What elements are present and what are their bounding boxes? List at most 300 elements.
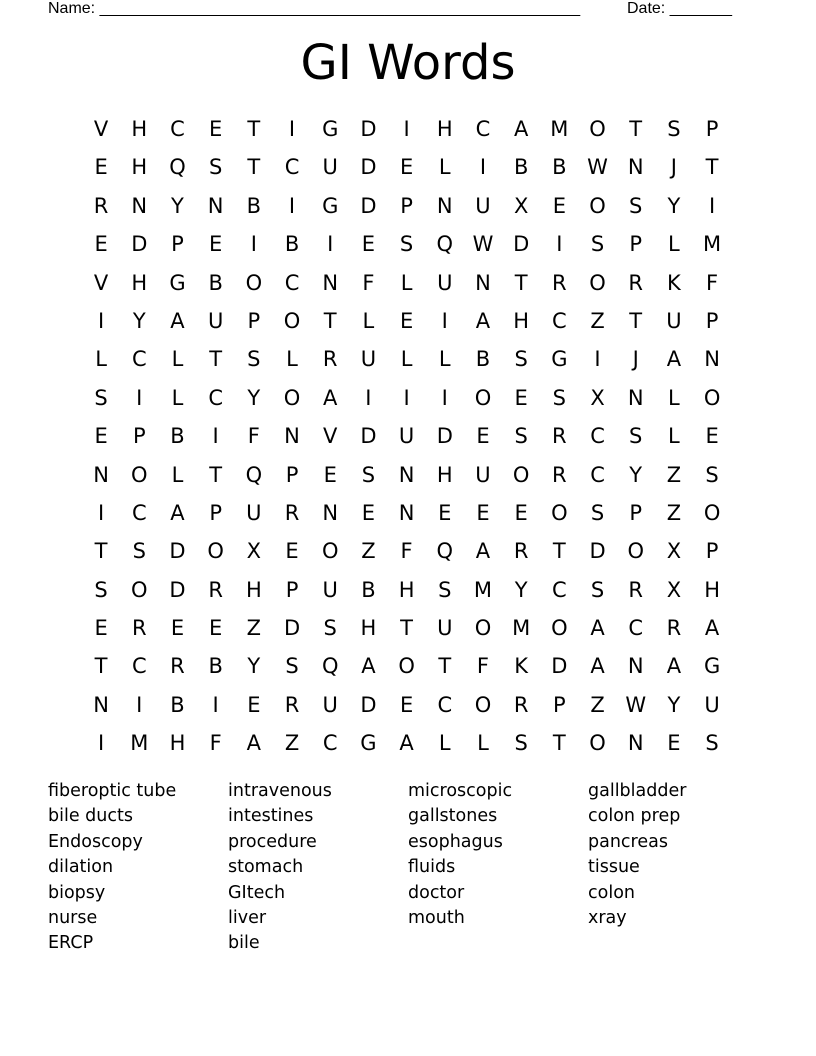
grid-letter: G: [360, 731, 377, 756]
grid-row: [82, 110, 732, 148]
grid-letter: C: [628, 616, 644, 641]
grid-letter: W: [625, 692, 647, 717]
grid-letter: T: [323, 308, 337, 333]
grid-letter: U: [246, 500, 262, 525]
grid-letter: S: [590, 232, 605, 257]
grid-letter: H: [436, 462, 453, 487]
grid-letter: E: [399, 308, 414, 333]
word-list-item: procedure: [228, 831, 317, 852]
grid-letter: D: [436, 424, 453, 449]
grid-letter: P: [629, 232, 643, 257]
name-field-label: Name: ______________________________________________________: [48, 0, 581, 17]
grid-letter: R: [552, 462, 567, 487]
grid-letter: E: [399, 692, 414, 717]
grid-letter: O: [551, 500, 568, 525]
grid-letter: A: [246, 731, 262, 756]
grid-letter: U: [322, 577, 338, 602]
grid-letter: E: [361, 232, 376, 257]
grid-row: [82, 456, 732, 494]
grid-letter: O: [207, 539, 224, 564]
grid-letter: P: [629, 500, 643, 525]
grid-letter: I: [212, 692, 219, 717]
grid-letter: H: [513, 308, 530, 333]
grid-letter: G: [169, 270, 186, 295]
grid-letter: B: [246, 193, 262, 218]
grid-letter: W: [587, 155, 608, 180]
grid-letter: S: [438, 577, 452, 602]
grid-letter: E: [209, 616, 223, 641]
grid-letter: C: [552, 577, 567, 602]
grid-letter: D: [169, 577, 186, 602]
grid-letter: B: [552, 155, 567, 180]
grid-letter: L: [171, 347, 184, 372]
grid-letter: S: [361, 462, 376, 487]
date-field-label: Date: _______: [627, 0, 732, 17]
word-list-item: colon: [588, 882, 635, 903]
word-list-item: liver: [228, 908, 267, 929]
grid-letter: Y: [171, 193, 184, 218]
grid-letter: T: [94, 654, 108, 679]
grid-letter: E: [323, 462, 337, 487]
grid-letter: N: [322, 500, 339, 525]
grid-letter: L: [400, 347, 413, 372]
grid-letter: N: [93, 692, 109, 717]
grid-letter: S: [94, 385, 108, 410]
grid-letter: X: [666, 577, 682, 602]
grid-letter: Z: [666, 462, 682, 487]
grid-letter: G: [322, 117, 339, 141]
grid-letter: O: [474, 616, 492, 641]
grid-letter: R: [628, 577, 644, 602]
grid-letter: T: [629, 308, 643, 333]
grid-row: [82, 724, 732, 762]
grid-letter: S: [667, 117, 681, 141]
grid-letter: R: [628, 270, 644, 295]
grid-letter: G: [703, 654, 721, 679]
grid-letter: T: [209, 347, 223, 372]
grid-letter: H: [398, 577, 415, 602]
grid-letter: C: [131, 347, 147, 372]
grid-letter: T: [552, 539, 566, 564]
grid-letter: K: [667, 270, 681, 295]
grid-letter: Q: [245, 462, 263, 487]
word-list-item: fluids: [408, 857, 456, 878]
grid-letter: U: [704, 692, 720, 717]
grid-letter: E: [476, 500, 490, 525]
grid-letter: H: [704, 577, 720, 602]
grid-row: [82, 647, 732, 685]
grid-letter: S: [514, 731, 528, 756]
grid-row: [82, 148, 732, 186]
grid-letter: D: [360, 155, 377, 180]
grid-letter: Y: [132, 308, 146, 333]
grid-letter: I: [327, 232, 334, 257]
grid-letter: J: [670, 155, 677, 180]
grid-letter: U: [207, 308, 224, 333]
grid-letter: N: [627, 385, 644, 410]
grid-letter: I: [403, 385, 410, 410]
grid-letter: L: [668, 424, 680, 449]
grid-letter: S: [590, 577, 605, 602]
grid-letter: P: [705, 308, 719, 333]
grid-letter: C: [284, 270, 300, 295]
grid-letter: H: [360, 616, 377, 641]
grid-letter: O: [512, 462, 530, 487]
grid-letter: M: [512, 616, 531, 641]
grid-letter: U: [360, 347, 377, 372]
grid-row: [82, 532, 732, 570]
grid-letter: U: [475, 462, 491, 487]
word-list-item: bile: [228, 933, 260, 954]
grid-letter: X: [666, 539, 682, 564]
grid-letter: F: [476, 654, 490, 679]
grid-letter: E: [476, 424, 490, 449]
word-list-item: xray: [588, 908, 627, 929]
grid-letter: P: [171, 232, 184, 257]
grid-letter: B: [170, 692, 185, 717]
word-list-column: [48, 779, 228, 957]
grid-letter: R: [513, 692, 529, 717]
grid-letter: V: [93, 117, 109, 141]
grid-letter: F: [706, 270, 719, 295]
grid-letter: D: [360, 117, 377, 141]
word-list-column: [408, 779, 588, 957]
grid-letter: F: [247, 424, 260, 449]
grid-letter: I: [479, 155, 487, 180]
grid-letter: I: [97, 308, 105, 333]
grid-letter: T: [400, 616, 413, 641]
grid-letter: N: [627, 654, 644, 679]
grid-row: [82, 494, 732, 532]
grid-letter: A: [666, 347, 682, 372]
grid-letter: C: [208, 385, 223, 410]
grid-letter: Y: [667, 692, 681, 717]
grid-letter: S: [323, 616, 337, 641]
word-list-item: bile ducts: [48, 806, 133, 827]
grid-letter: D: [131, 232, 148, 257]
grid-letter: E: [438, 500, 452, 525]
grid-letter: D: [169, 539, 186, 564]
word-list-item: microscopic: [408, 781, 513, 801]
grid-letter: N: [436, 193, 453, 218]
grid-letter: N: [131, 193, 148, 218]
grid-letter: U: [475, 193, 491, 218]
grid-letter: O: [589, 731, 606, 756]
grid-letter: J: [632, 347, 639, 372]
grid-letter: B: [361, 577, 376, 602]
grid-letter: S: [132, 539, 146, 564]
grid-letter: R: [131, 616, 147, 641]
grid-letter: A: [399, 731, 414, 756]
grid-letter: T: [94, 539, 108, 564]
grid-letter: S: [247, 347, 261, 372]
word-list-item: colon prep: [588, 806, 681, 827]
word-list-item: gallstones: [408, 806, 498, 827]
grid-letter: R: [552, 424, 567, 449]
grid-letter: D: [551, 654, 568, 679]
grid-letter: L: [400, 270, 413, 295]
grid-letter: V: [323, 424, 338, 449]
grid-letter: C: [437, 692, 453, 717]
grid-row: [82, 571, 732, 609]
grid-letter: C: [590, 424, 605, 449]
grid-letter: A: [666, 654, 682, 679]
grid-letter: I: [212, 424, 219, 449]
word-list-item: mouth: [408, 908, 465, 929]
grid-letter: P: [247, 308, 261, 333]
grid-letter: E: [94, 616, 108, 641]
grid-letter: N: [704, 347, 720, 372]
grid-letter: O: [283, 308, 301, 333]
word-list-item: nurse: [48, 908, 98, 929]
grid-letter: P: [285, 577, 299, 602]
grid-letter: R: [284, 692, 300, 717]
word-list-item: pancreas: [588, 831, 668, 852]
grid-letter: M: [550, 117, 569, 141]
grid-letter: Q: [436, 539, 454, 564]
grid-letter: Y: [667, 193, 681, 218]
grid-letter: F: [400, 539, 413, 564]
grid-letter: N: [475, 270, 491, 295]
grid-letter: R: [284, 500, 300, 525]
grid-letter: A: [323, 385, 338, 410]
grid-letter: A: [513, 117, 529, 141]
grid-letter: T: [552, 731, 566, 756]
grid-letter: Y: [514, 577, 528, 602]
grid-letter: Z: [666, 500, 682, 525]
grid-letter: A: [170, 308, 185, 333]
grid-letter: E: [552, 193, 566, 218]
grid-letter: D: [360, 692, 377, 717]
grid-letter: R: [170, 654, 185, 679]
grid-letter: O: [703, 385, 721, 410]
grid-letter: R: [513, 539, 529, 564]
grid-letter: E: [667, 731, 681, 756]
grid-letter: H: [131, 155, 148, 180]
grid-letter: P: [400, 193, 413, 218]
grid-letter: H: [436, 117, 453, 141]
grid-letter: M: [130, 731, 149, 756]
grid-letter: O: [474, 692, 492, 717]
grid-letter: N: [284, 424, 300, 449]
grid-letter: C: [131, 654, 147, 679]
word-list-column: [228, 779, 408, 957]
grid-letter: I: [97, 731, 105, 756]
grid-letter: B: [284, 232, 300, 257]
grid-letter: T: [629, 117, 643, 141]
grid-letter: Z: [590, 692, 605, 717]
grid-letter: I: [136, 385, 143, 410]
grid-letter: T: [247, 155, 261, 180]
grid-letter: P: [705, 117, 719, 141]
grid-letter: A: [475, 539, 491, 564]
grid-letter: S: [705, 731, 719, 756]
grid-letter: T: [247, 117, 261, 141]
grid-letter: E: [514, 500, 528, 525]
grid-letter: O: [474, 385, 492, 410]
grid-letter: B: [513, 155, 529, 180]
grid-letter: I: [556, 232, 563, 257]
word-list-item: biopsy: [48, 882, 106, 903]
grid-letter: A: [170, 500, 185, 525]
grid-letter: M: [473, 577, 493, 602]
grid-letter: L: [668, 385, 680, 410]
grid-letter: E: [247, 692, 261, 717]
grid-letter: U: [666, 308, 682, 333]
grid-letter: E: [170, 616, 185, 641]
grid-letter: R: [666, 616, 682, 641]
grid-letter: H: [245, 577, 262, 602]
grid-letter: R: [322, 347, 338, 372]
grid-letter: D: [513, 232, 530, 257]
grid-letter: B: [475, 347, 491, 372]
grid-letter: L: [438, 347, 451, 372]
word-list-item: ERCP: [48, 933, 94, 954]
word-list-item: intestines: [228, 806, 314, 827]
grid-letter: E: [285, 539, 299, 564]
grid-letter: Z: [361, 539, 376, 564]
grid-letter: O: [589, 193, 606, 218]
grid-letter: N: [93, 462, 109, 487]
word-list-item: gallbladder: [588, 781, 687, 801]
word-list-item: intravenous: [228, 781, 332, 801]
grid-letter: L: [477, 731, 489, 756]
grid-letter: E: [94, 155, 108, 180]
grid-letter: O: [627, 539, 644, 564]
grid-letter: O: [551, 616, 568, 641]
grid-letter: C: [552, 308, 567, 333]
grid-letter: S: [285, 654, 299, 679]
grid-letter: Q: [321, 654, 339, 679]
word-list-column: [588, 779, 768, 957]
grid-letter: H: [131, 270, 148, 295]
word-list-item: Endoscopy: [48, 831, 143, 852]
grid-letter: R: [552, 270, 567, 295]
grid-letter: U: [437, 270, 453, 295]
grid-letter: L: [286, 347, 298, 372]
grid-letter: I: [288, 193, 296, 218]
grid-letter: O: [283, 385, 301, 410]
grid-letter: A: [590, 616, 605, 641]
grid-letter: N: [398, 500, 415, 525]
grid-letter: U: [398, 424, 415, 449]
grid-letter: D: [360, 193, 377, 218]
grid-row: [82, 379, 732, 417]
grid-letter: Q: [436, 232, 454, 257]
grid-letter: P: [285, 462, 299, 487]
grid-letter: C: [322, 731, 338, 756]
grid-letter: U: [322, 692, 338, 717]
grid-letter: T: [438, 654, 452, 679]
grid-letter: O: [131, 462, 148, 487]
grid-row: [82, 302, 732, 340]
grid-letter: C: [170, 117, 185, 141]
grid-letter: P: [209, 500, 222, 525]
grid-row: [82, 225, 732, 263]
grid-letter: S: [590, 500, 605, 525]
grid-letter: L: [438, 731, 451, 756]
grid-letter: P: [132, 424, 146, 449]
grid-letter: A: [361, 654, 376, 679]
grid-letter: O: [245, 270, 263, 295]
word-search-grid: [82, 110, 732, 763]
grid-letter: A: [590, 654, 605, 679]
grid-letter: S: [552, 385, 567, 410]
grid-letter: P: [705, 539, 719, 564]
grid-letter: C: [131, 500, 147, 525]
grid-letter: E: [94, 424, 108, 449]
grid-letter: P: [553, 692, 566, 717]
grid-letter: T: [209, 462, 223, 487]
grid-letter: L: [95, 347, 107, 372]
word-list-item: esophagus: [408, 831, 503, 852]
grid-letter: E: [514, 385, 528, 410]
word-list-item: GItech: [228, 882, 286, 903]
grid-letter: R: [208, 577, 223, 602]
grid-letter: U: [437, 616, 453, 641]
grid-letter: B: [170, 424, 185, 449]
grid-row: [82, 417, 732, 455]
grid-letter: K: [514, 654, 529, 679]
grid-letter: W: [472, 232, 494, 257]
grid-letter: I: [441, 385, 448, 410]
grid-letter: I: [136, 692, 143, 717]
grid-letter: S: [514, 347, 528, 372]
word-list-item: doctor: [408, 882, 465, 903]
grid-letter: Y: [629, 462, 643, 487]
grid-letter: C: [475, 117, 491, 141]
grid-letter: A: [704, 616, 720, 641]
grid-letter: X: [513, 193, 529, 218]
word-list: [48, 779, 768, 957]
grid-letter: F: [209, 731, 222, 756]
grid-letter: L: [668, 232, 680, 257]
grid-letter: I: [97, 500, 105, 525]
grid-letter: L: [438, 155, 451, 180]
grid-letter: L: [171, 462, 184, 487]
grid-letter: E: [209, 117, 223, 141]
grid-letter: Y: [247, 654, 261, 679]
grid-letter: G: [551, 347, 568, 372]
grid-letter: S: [705, 462, 719, 487]
grid-letter: R: [93, 193, 109, 218]
grid-letter: S: [629, 424, 643, 449]
grid-letter: C: [590, 462, 605, 487]
grid-letter: M: [703, 232, 722, 257]
grid-letter: Z: [284, 731, 300, 756]
grid-letter: D: [589, 539, 606, 564]
grid-letter: Y: [247, 385, 261, 410]
grid-letter: N: [322, 270, 339, 295]
grid-letter: D: [283, 616, 301, 641]
grid-letter: I: [403, 117, 410, 141]
grid-letter: I: [708, 193, 716, 218]
grid-letter: N: [398, 462, 415, 487]
grid-letter: N: [627, 731, 644, 756]
grid-letter: E: [94, 232, 108, 257]
grid-letter: X: [246, 539, 262, 564]
grid-letter: S: [514, 424, 528, 449]
grid-letter: Z: [590, 308, 605, 333]
word-list-item: tissue: [588, 857, 640, 878]
grid-letter: O: [589, 270, 606, 295]
grid-letter: T: [705, 155, 719, 180]
grid-letter: S: [629, 193, 643, 218]
grid-letter: E: [705, 424, 719, 449]
grid-letter: G: [322, 193, 339, 218]
grid-letter: S: [399, 232, 414, 257]
grid-letter: B: [208, 270, 223, 295]
